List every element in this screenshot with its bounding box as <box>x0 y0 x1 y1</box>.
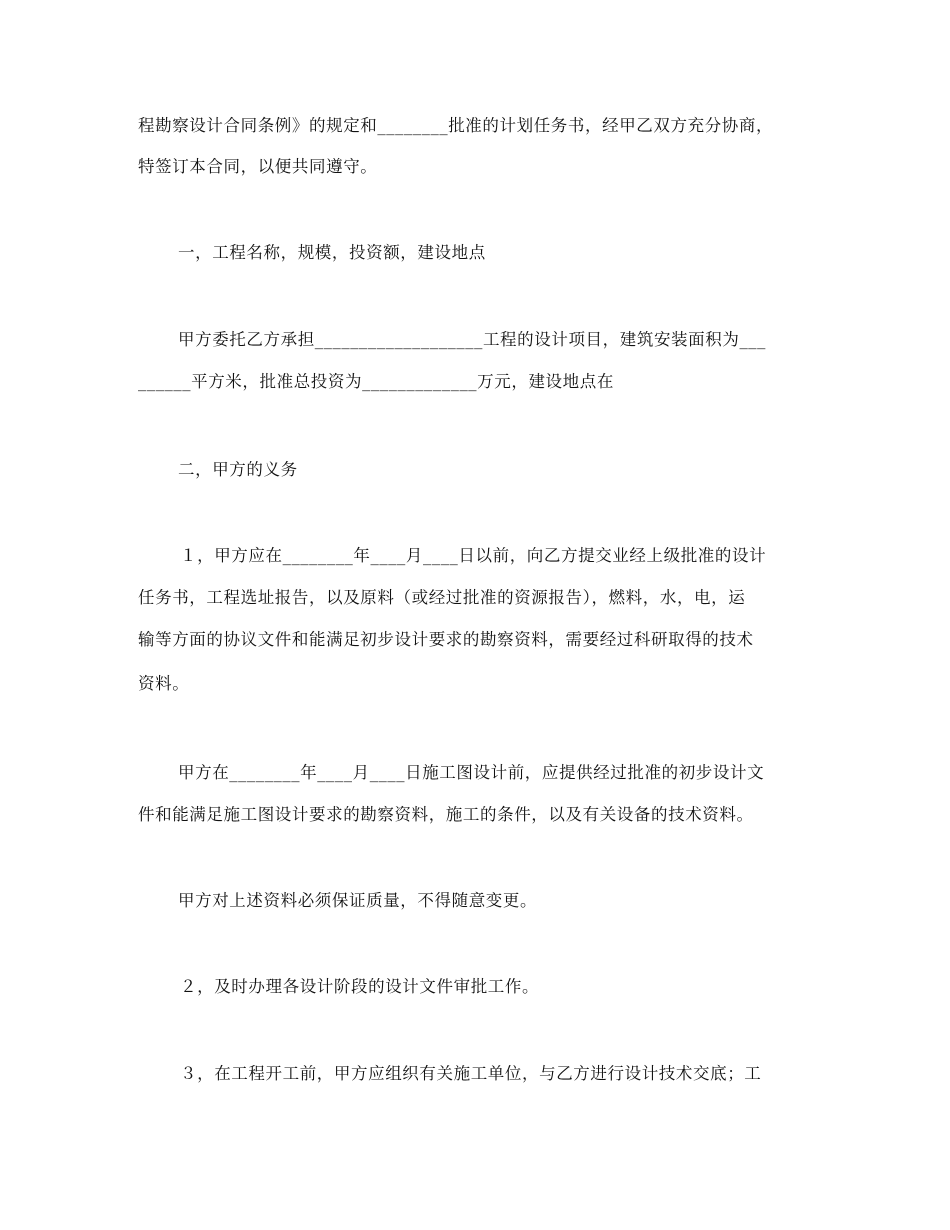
paragraph-line: ２，及时办理各设计阶段的设计文件审批工作。 <box>180 977 540 996</box>
paragraph-line: 资料。 <box>138 674 190 693</box>
paragraph-line: 特签订本合同，以便共同遵守。 <box>138 157 378 176</box>
paragraph-line: ______平方米，批准总投资为_____________万元，建设地点在 <box>138 372 614 391</box>
paragraph-line: ３，在工程开工前，甲方应组织有关施工单位，与乙方进行设计技术交底；工 <box>180 1064 762 1083</box>
paragraph-line: 甲方在________年____月____日施工图设计前，应提供经过批准的初步设计文 <box>178 763 765 782</box>
paragraph-line: 件和能满足施工图设计要求的勘察资料，施工的条件，以及有关设备的技术资料。 <box>138 805 754 824</box>
paragraph-line: 甲方对上述资料必须保证质量，不得随意变更。 <box>178 891 538 910</box>
paragraph-line: 程勘察设计合同条例》的规定和________批准的计划任务书，经甲乙双方充分协商， <box>138 116 774 135</box>
paragraph-line: １，甲方应在________年____月____日以前，向乙方提交业经上级批准的设计 <box>180 546 767 565</box>
section-heading: 二，甲方的义务 <box>178 460 298 479</box>
section-heading: 一，工程名称，规模，投资额，建设地点 <box>178 243 486 262</box>
paragraph-line: 任务书，工程选址报告，以及原料（或经过批准的资源报告），燃料，水，电，运 <box>138 588 746 607</box>
paragraph-line: 甲方委托乙方承担___________________工程的设计项目，建筑安装面积为___ <box>178 330 766 349</box>
paragraph-line: 输等方面的协议文件和能满足初步设计要求的勘察资料，需要经过科研取得的技术 <box>138 630 754 649</box>
